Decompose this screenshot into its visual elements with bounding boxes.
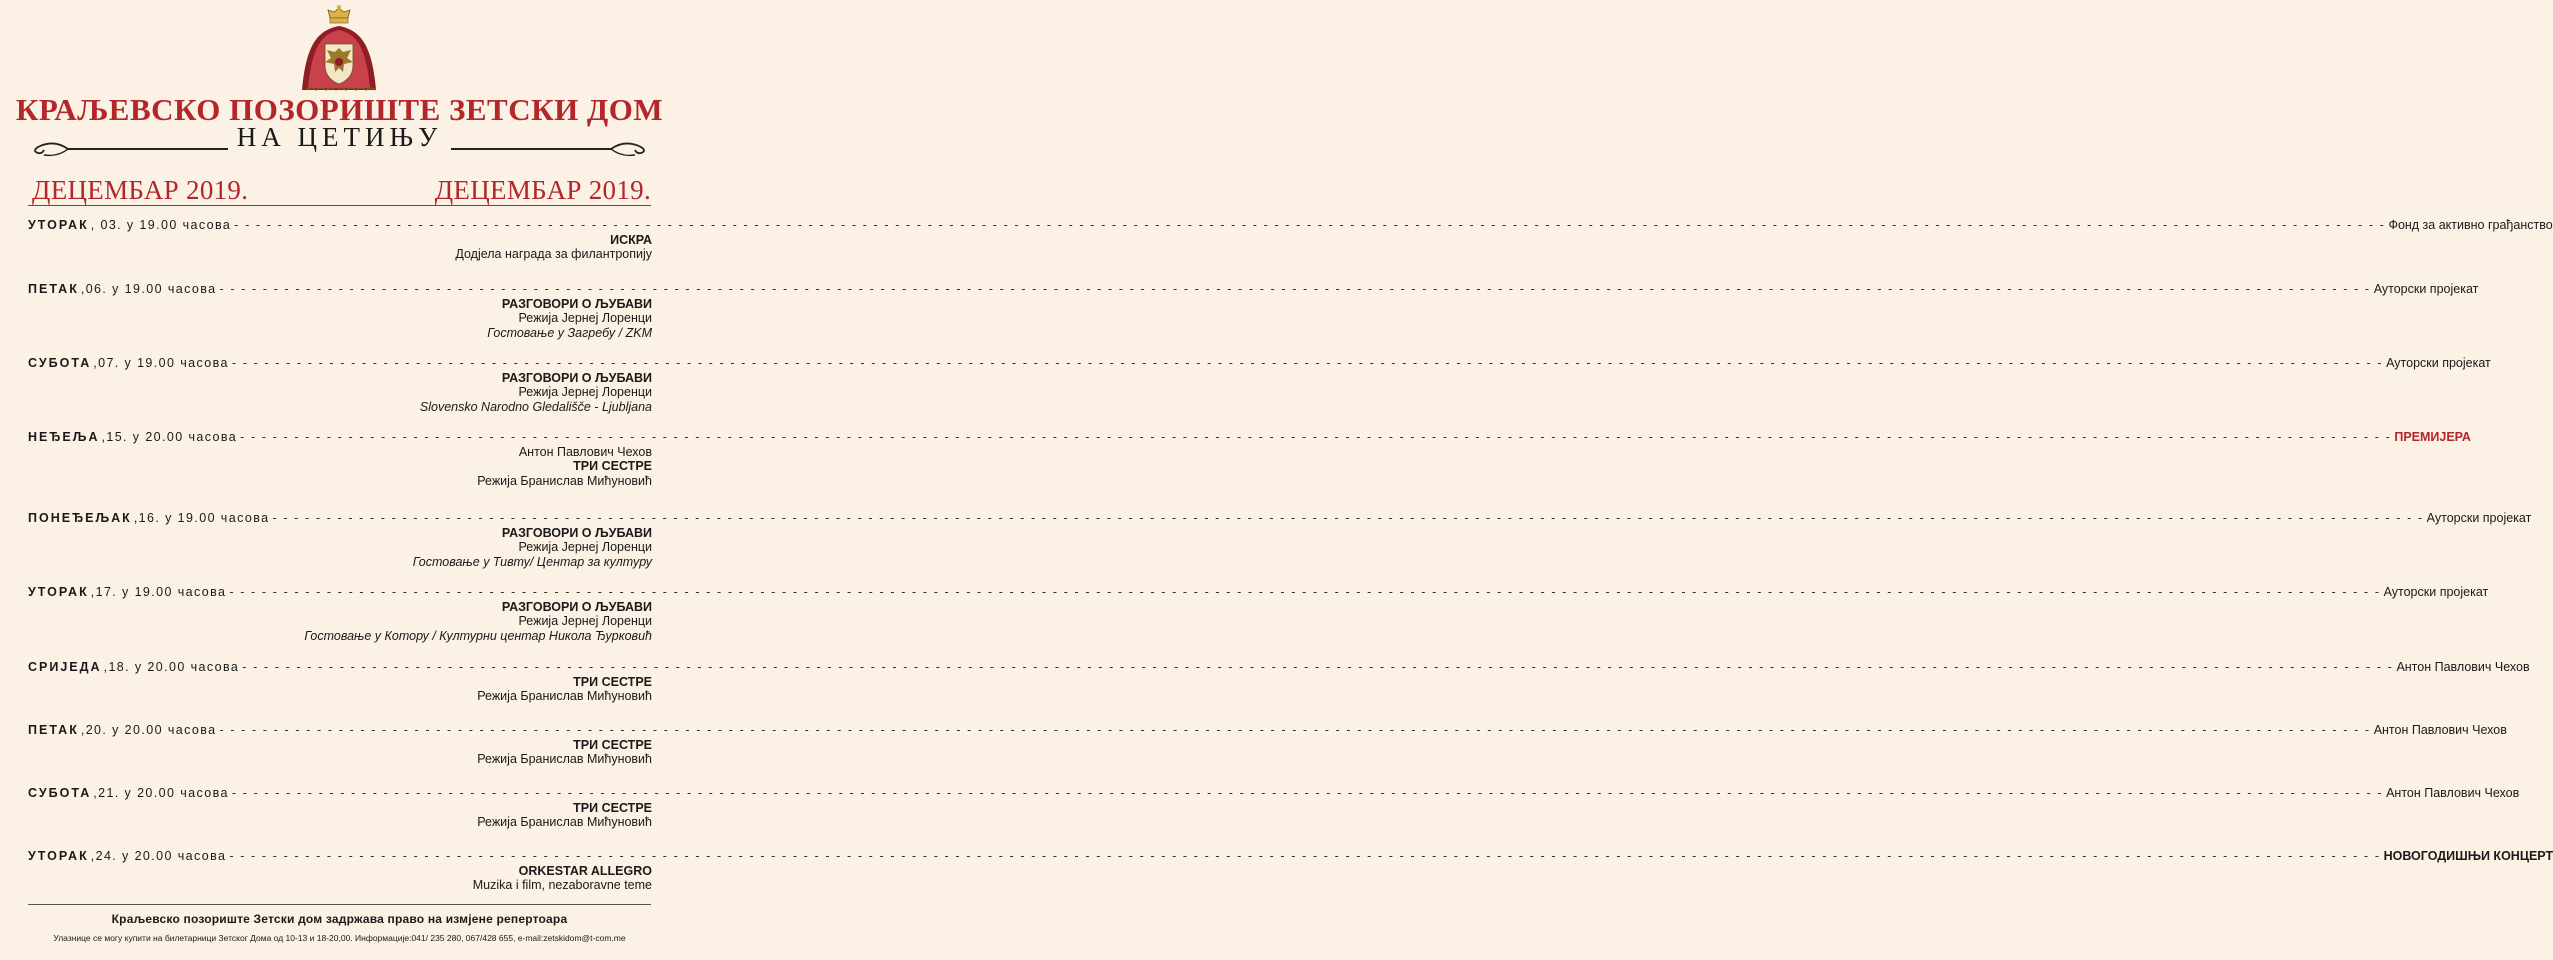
event-day: ПОНЕЂЕЉАК (28, 511, 132, 525)
event-title: ТРИ СЕСТРЕ (573, 674, 652, 689)
page-title: КРАЉЕВСКО ПОЗОРИШТЕ ЗЕТСКИ ДОМ (15, 92, 664, 127)
event-heading: Ауторски пројекат (2383, 585, 2489, 599)
event-title: ТРИ СЕСТРЕ (573, 459, 652, 473)
event-time: ,21. у 20.00 часова (93, 786, 229, 800)
event-heading: Антон Павлович Чехов (2396, 660, 2530, 674)
event-item (28, 430, 2471, 488)
header-rule (28, 205, 651, 206)
month-heading-left: ДЕЦЕМБАР 2019. (32, 175, 249, 205)
dotted-leader: - - - - - - - - - - - - - - - - - - - - - - - - - - - - - - - - - - - - - - - - - - - - - - - - - - - - - - - - - - - - - - - - - - - - - - - - - - - - - - - - - - - - - - - - - - - - - - - - - - - - - - - - - - - - - - - - - - - - - - - - - - - - - - - - - - - - - - - - - - - - - - - - - - - - - - - - - - - - - - - - - - - - - - - - - - - - - - - - - - - - - - - - - - - - - - - - - - - - - - - (242, 660, 2394, 674)
dotted-leader: - - - - - - - - - - - - - - - - - - - - - - - - - - - - - - - - - - - - - - - - - - - - - - - - - - - - - - - - - - - - - - - - - - - - - - - - - - - - - - - - - - - - - - - - - - - - - - - - - - - - - - - - - - - - - - - - - - - - - - - - - - - - - - - - - - - - - - - - - - - - - - - - - - - - - - - - - - - - - - - - - - - - - - - - - - - - - - - - - - - - - - - - - - - - - - - - - - - - - - - (231, 786, 2384, 800)
event-item (28, 511, 2532, 569)
event-day: УТОРАК (28, 585, 89, 599)
repertoire-change-note: Краљевско позориште Зетски дом задржава право на измјене репертоара (111, 912, 568, 926)
dotted-leader: - - - - - - - - - - - - - - - - - - - - - - - - - - - - - - - - - - - - - - - - - - - - - - - - - - - - - - - - - - - - - - - - - - - - - - - - - - - - - - - - - - - - - - - - - - - - - - - - - - - - - - - - - - - - - - - - - - - - - - - - - - - - - - - - - - - - - - - - - - - - - - - - - - - - - - - - - - - - - - - - - - - - - - - - - - - - - - - - - - - - - - - - - - - - - - - - - - - - - - - (231, 356, 2384, 370)
event-venue: Slovensko Narodno Gledališče - Ljubljana (419, 399, 652, 414)
page-subtitle: НА ЦЕТИЊУ (236, 122, 443, 152)
event-heading: Ауторски пројекат (2373, 282, 2479, 296)
event-time: ,07. у 19.00 часова (93, 356, 229, 370)
event-heading: Антон Павлович Чехов (2373, 723, 2507, 737)
event-time: ,20. у 20.00 часова (80, 723, 217, 737)
event-day: УТОРАК (28, 218, 89, 232)
dotted-leader: - - - - - - - - - - - - - - - - - - - - - - - - - - - - - - - - - - - - - - - - - - - - - - - - - - - - - - - - - - - - - - - - - - - - - - - - - - - - - - - - - - - - - - - - - - - - - - - - - - - - - - - - - - - - - - - - - - - - - - - - - - - - - - - - - - - - - - - - - - - - - - - - - - - - - - - - - - - - - - - - - - - - - - - - - - - - - - - - - - - - - - - - - - - - - - - - - - - - - - - (240, 430, 2392, 444)
event-item (28, 849, 2553, 893)
event-detail: Режија Јернеј Лоренци (518, 540, 652, 554)
event-venue: Гостовање у Тивту/ Центар за културу (412, 554, 652, 569)
dotted-leader: - - - - - - - - - - - - - - - - - - - - - - - - - - - - - - - - - - - - - - - - - - - - - - - - - - - - - - - - - - - - - - - - - - - - - - - - - - - - - - - - - - - - - - - - - - - - - - - - - - - - - - - - - - - - - - - - - - - - - - - - - - - - - - - - - - - - - - - - - - - - - - - - - - - - - - - - - - - - - - - - - - - - - - - - - - - - - - - - - - - - - - - - - - - - - - - - - - - - - - - (219, 723, 2371, 737)
event-title: ИСКРА (610, 232, 652, 247)
event-heading: Ауторски пројекат (2426, 511, 2532, 525)
event-venue: Гостовање у Котору / Културни центар Никола Ђурковић (304, 628, 652, 643)
event-time: ,17. у 19.00 часова (90, 585, 227, 599)
event-detail: Режија Бранислав Мићуновић (477, 473, 652, 488)
event-day: НЕЂЕЉА (28, 430, 100, 444)
event-title: РАЗГОВОРИ О ЉУБАВИ (501, 370, 652, 385)
event-title: ТРИ СЕСТРЕ (573, 737, 652, 752)
month-heading-right: ДЕЦЕМБАР 2019. (434, 175, 651, 205)
footer-rule (28, 904, 651, 905)
event-title: РАЗГОВОРИ О ЉУБАВИ (501, 599, 652, 614)
event-item (28, 786, 2520, 830)
event-detail: Режија Бранислав Мићуновић (477, 815, 652, 829)
event-heading: Фонд за активно грађанство (2388, 218, 2553, 232)
event-time: , 03. у 19.00 часова (90, 218, 232, 232)
event-item (28, 585, 2489, 643)
event-detail: Режија Јернеј Лоренци (518, 311, 652, 325)
dotted-leader: - - - - - - - - - - - - - - - - - - - - - - - - - - - - - - - - - - - - - - - - - - - - - - - - - - - - - - - - - - - - - - - - - - - - - - - - - - - - - - - - - - - - - - - - - - - - - - - - - - - - - - - - - - - - - - - - - - - - - - - - - - - - - - - - - - - - - - - - - - - - - - - - - - - - - - - - - - - - - - - - - - - - - - - - - - - - - - - - - - - - - - - - - - - - - - - - - - - - - - - (219, 282, 2371, 296)
event-title: ТРИ СЕСТРЕ (573, 800, 652, 815)
event-item (28, 660, 2530, 704)
event-heading: ПРЕМИЈЕРА (2394, 430, 2471, 444)
event-title: РАЗГОВОРИ О ЉУБАВИ (501, 525, 652, 540)
event-time: ,24. у 20.00 часова (90, 849, 227, 863)
event-time: ,15. у 20.00 часова (101, 430, 238, 444)
ornamental-divider (28, 138, 651, 160)
event-detail: Режија Јернеј Лоренци (518, 614, 652, 628)
event-detail: Режија Јернеј Лоренци (518, 385, 652, 399)
event-title: РАЗГОВОРИ О ЉУБАВИ (501, 296, 652, 311)
event-day: СРИЈЕДА (28, 660, 102, 674)
event-day: ПЕТАК (28, 723, 79, 737)
event-detail: Додјела награда за филантропију (455, 247, 652, 261)
event-title: ORKESTAR ALLEGRO (518, 863, 652, 878)
event-day: СУБОТА (28, 356, 92, 370)
event-item (28, 282, 2479, 340)
dotted-leader: - - - - - - - - - - - - - - - - - - - - - - - - - - - - - - - - - - - - - - - - - - - - - - - - - - - - - - - - - - - - - - - - - - - - - - - - - - - - - - - - - - - - - - - - - - - - - - - - - - - - - - - - - - - - - - - - - - - - - - - - - - - - - - - - - - - - - - - - - - - - - - - - - - - - - - - - - - - - - - - - - - - - - - - - - - - - - - - - - - - - - - - - - - - - - - - - - - - - - - - (234, 218, 2386, 232)
event-item (28, 723, 2507, 767)
royal-crest-icon (298, 4, 380, 96)
event-detail: Режија Бранислав Мићуновић (477, 752, 652, 766)
event-day: СУБОТА (28, 786, 92, 800)
event-time: ,16. у 19.00 часова (133, 511, 270, 525)
dotted-leader: - - - - - - - - - - - - - - - - - - - - - - - - - - - - - - - - - - - - - - - - - - - - - - - - - - - - - - - - - - - - - - - - - - - - - - - - - - - - - - - - - - - - - - - - - - - - - - - - - - - - - - - - - - - - - - - - - - - - - - - - - - - - - - - - - - - - - - - - - - - - - - - - - - - - - - - - - - - - - - - - - - - - - - - - - - - - - - - - - - - - - - - - - - - - - - - - - - - - - - - (272, 511, 2424, 525)
event-venue: Гостовање у Загребу / ZKM (487, 325, 652, 340)
event-item (28, 218, 2553, 262)
event-time: ,06. у 19.00 часова (80, 282, 217, 296)
event-heading: Антон Павлович Чехов (2386, 786, 2520, 800)
dotted-leader: - - - - - - - - - - - - - - - - - - - - - - - - - - - - - - - - - - - - - - - - - - - - - - - - - - - - - - - - - - - - - - - - - - - - - - - - - - - - - - - - - - - - - - - - - - - - - - - - - - - - - - - - - - - - - - - - - - - - - - - - - - - - - - - - - - - - - - - - - - - - - - - - - - - - - - - - - - - - - - - - - - - - - - - - - - - - - - - - - - - - - - - - - - - - - - - - - - - - - - - (229, 585, 2381, 599)
event-detail: Антон Павлович Чехов (518, 444, 652, 459)
dotted-leader: - - - - - - - - - - - - - - - - - - - - - - - - - - - - - - - - - - - - - - - - - - - - - - - - - - - - - - - - - - - - - - - - - - - - - - - - - - - - - - - - - - - - - - - - - - - - - - - - - - - - - - - - - - - - - - - - - - - - - - - - - - - - - - - - - - - - - - - - - - - - - - - - - - - - - - - - - - - - - - - - - - - - - - - - - - - - - - - - - - - - - - - - - - - - - - - - - - - - - - - (229, 849, 2381, 863)
event-heading: Ауторски пројекат (2386, 356, 2491, 370)
event-item (28, 356, 2491, 414)
event-detail: Muzika i film, nezaboravne teme (472, 878, 652, 892)
event-detail: Режија Бранислав Мићуновић (477, 689, 652, 703)
event-day: ПЕТАК (28, 282, 79, 296)
ticket-info: Улазнице се могу купити на билетарници Зетског Дома од 10-13 и 18-20,00. Информације:041/ 235 280, 067/428 655, e-mail:zetskidom@t-com.me (53, 933, 626, 943)
event-day: УТОРАК (28, 849, 89, 863)
event-time: ,18. у 20.00 часова (103, 660, 240, 674)
event-heading: НОВОГОДИШЊИ КОНЦЕРТ (2383, 849, 2553, 863)
